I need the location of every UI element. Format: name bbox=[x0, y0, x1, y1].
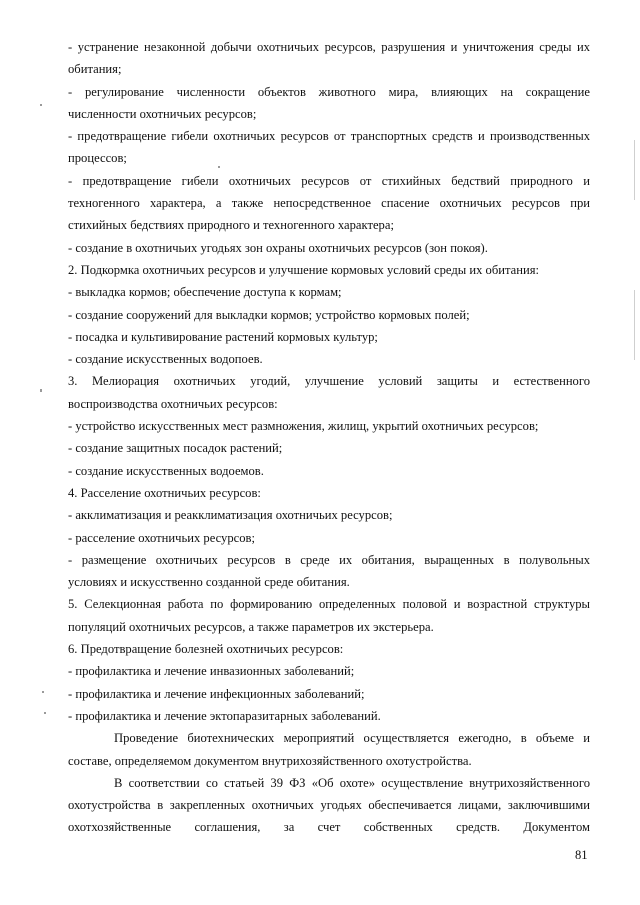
scan-speck bbox=[42, 691, 44, 693]
text-line: - акклиматизация и реакклиматизация охотничьих ресурсов; bbox=[68, 508, 393, 523]
scan-speck bbox=[218, 166, 220, 168]
text-line: - профилактика и лечение эктопаразитарных заболеваний. bbox=[68, 708, 381, 723]
text-line: - устранение незаконной добычи охотничьих ресурсов, разрушения и уничтожения среды их bbox=[68, 40, 590, 54]
text-line: 6. Предотвращение болезней охотничьих ресурсов: bbox=[68, 642, 344, 657]
text-line: - регулирование численности объектов животного мира, влияющих на сокращение bbox=[68, 84, 590, 99]
scan-speck bbox=[44, 712, 46, 714]
scan-speck bbox=[40, 104, 42, 106]
body-text bbox=[68, 36, 590, 839]
text-line: - профилактика и лечение инфекционных заболеваний; bbox=[68, 686, 365, 701]
text-line: - размещение охотничьих ресурсов в среде их обитания, выращенных в полувольных bbox=[68, 552, 590, 567]
text-line: - создание защитных посадок растений; bbox=[68, 441, 283, 456]
text-line: 3. Мелиорация охотничьих угодий, улучшение условий защиты и естественного bbox=[68, 374, 590, 389]
text-line: условиях и искусственно созданной среде обитания. bbox=[68, 575, 350, 590]
text-line: - создание искусственных водоемов. bbox=[68, 463, 264, 478]
page-number: 81 bbox=[575, 848, 588, 862]
text-line: охотхозяйственные соглашения, за счет собственных средств. Документом bbox=[68, 820, 590, 835]
text-line: популяций охотничьих ресурсов, а также параметров их экстерьера. bbox=[68, 619, 434, 634]
text-line: - создание искусственных водопоев. bbox=[68, 352, 263, 367]
text-line: численности охотничьих ресурсов; bbox=[68, 106, 257, 121]
text-line: - создание в охотничьих угодьях зон охраны охотничьих ресурсов (зон покоя). bbox=[68, 240, 488, 255]
text-line: 2. Подкормка охотничьих ресурсов и улучшение кормовых условий среды их обитания: bbox=[68, 262, 539, 277]
text-line: воспроизводства охотничьих ресурсов: bbox=[68, 396, 278, 411]
text-line: стихийных бедствиях природного и техногенного характера; bbox=[68, 218, 394, 233]
text-line: - предотвращение гибели охотничьих ресурсов от транспортных средств и производственных bbox=[68, 129, 590, 144]
text-line: техногенного характера, а также непосредственное спасение охотничьих ресурсов при bbox=[68, 196, 590, 211]
text-line: составе, определяемом документом внутрихозяйственного охотустройства. bbox=[68, 753, 472, 768]
text-line: В соответствии со статьей 39 ФЗ «Об охоте» осуществление внутрихозяйственного bbox=[114, 775, 590, 790]
text-line: - расселение охотничьих ресурсов; bbox=[68, 530, 255, 545]
text-line: Проведение биотехнических мероприятий осуществляется ежегодно, в объеме и bbox=[114, 731, 590, 746]
text-line: - создание сооружений для выкладки кормов; устройство кормовых полей; bbox=[68, 307, 470, 322]
text-line: - предотвращение гибели охотничьих ресурсов от стихийных бедствий природного и bbox=[68, 173, 590, 188]
text-line: - профилактика и лечение инвазионных заболеваний; bbox=[68, 664, 355, 679]
text-line: обитания; bbox=[68, 62, 122, 77]
text-line: - посадка и культивирование растений кормовых культур; bbox=[68, 329, 378, 344]
text-line: охотустройства в закрепленных охотничьих угодьях обеспечивается лицами, заключившими bbox=[68, 798, 590, 813]
text-line: 4. Расселение охотничьих ресурсов: bbox=[68, 485, 261, 500]
text-line: - устройство искусственных мест размножения, жилищ, укрытий охотничьих ресурсов; bbox=[68, 419, 539, 434]
text-line: 5. Селекционная работа по формированию определенных половой и возрастной структуры bbox=[68, 597, 590, 612]
scan-speck bbox=[40, 389, 42, 392]
scan-edge-line bbox=[634, 290, 635, 360]
scan-edge-line bbox=[634, 140, 635, 200]
text-line: - выкладка кормов; обеспечение доступа к кормам; bbox=[68, 285, 342, 300]
text-line: процессов; bbox=[68, 151, 127, 166]
